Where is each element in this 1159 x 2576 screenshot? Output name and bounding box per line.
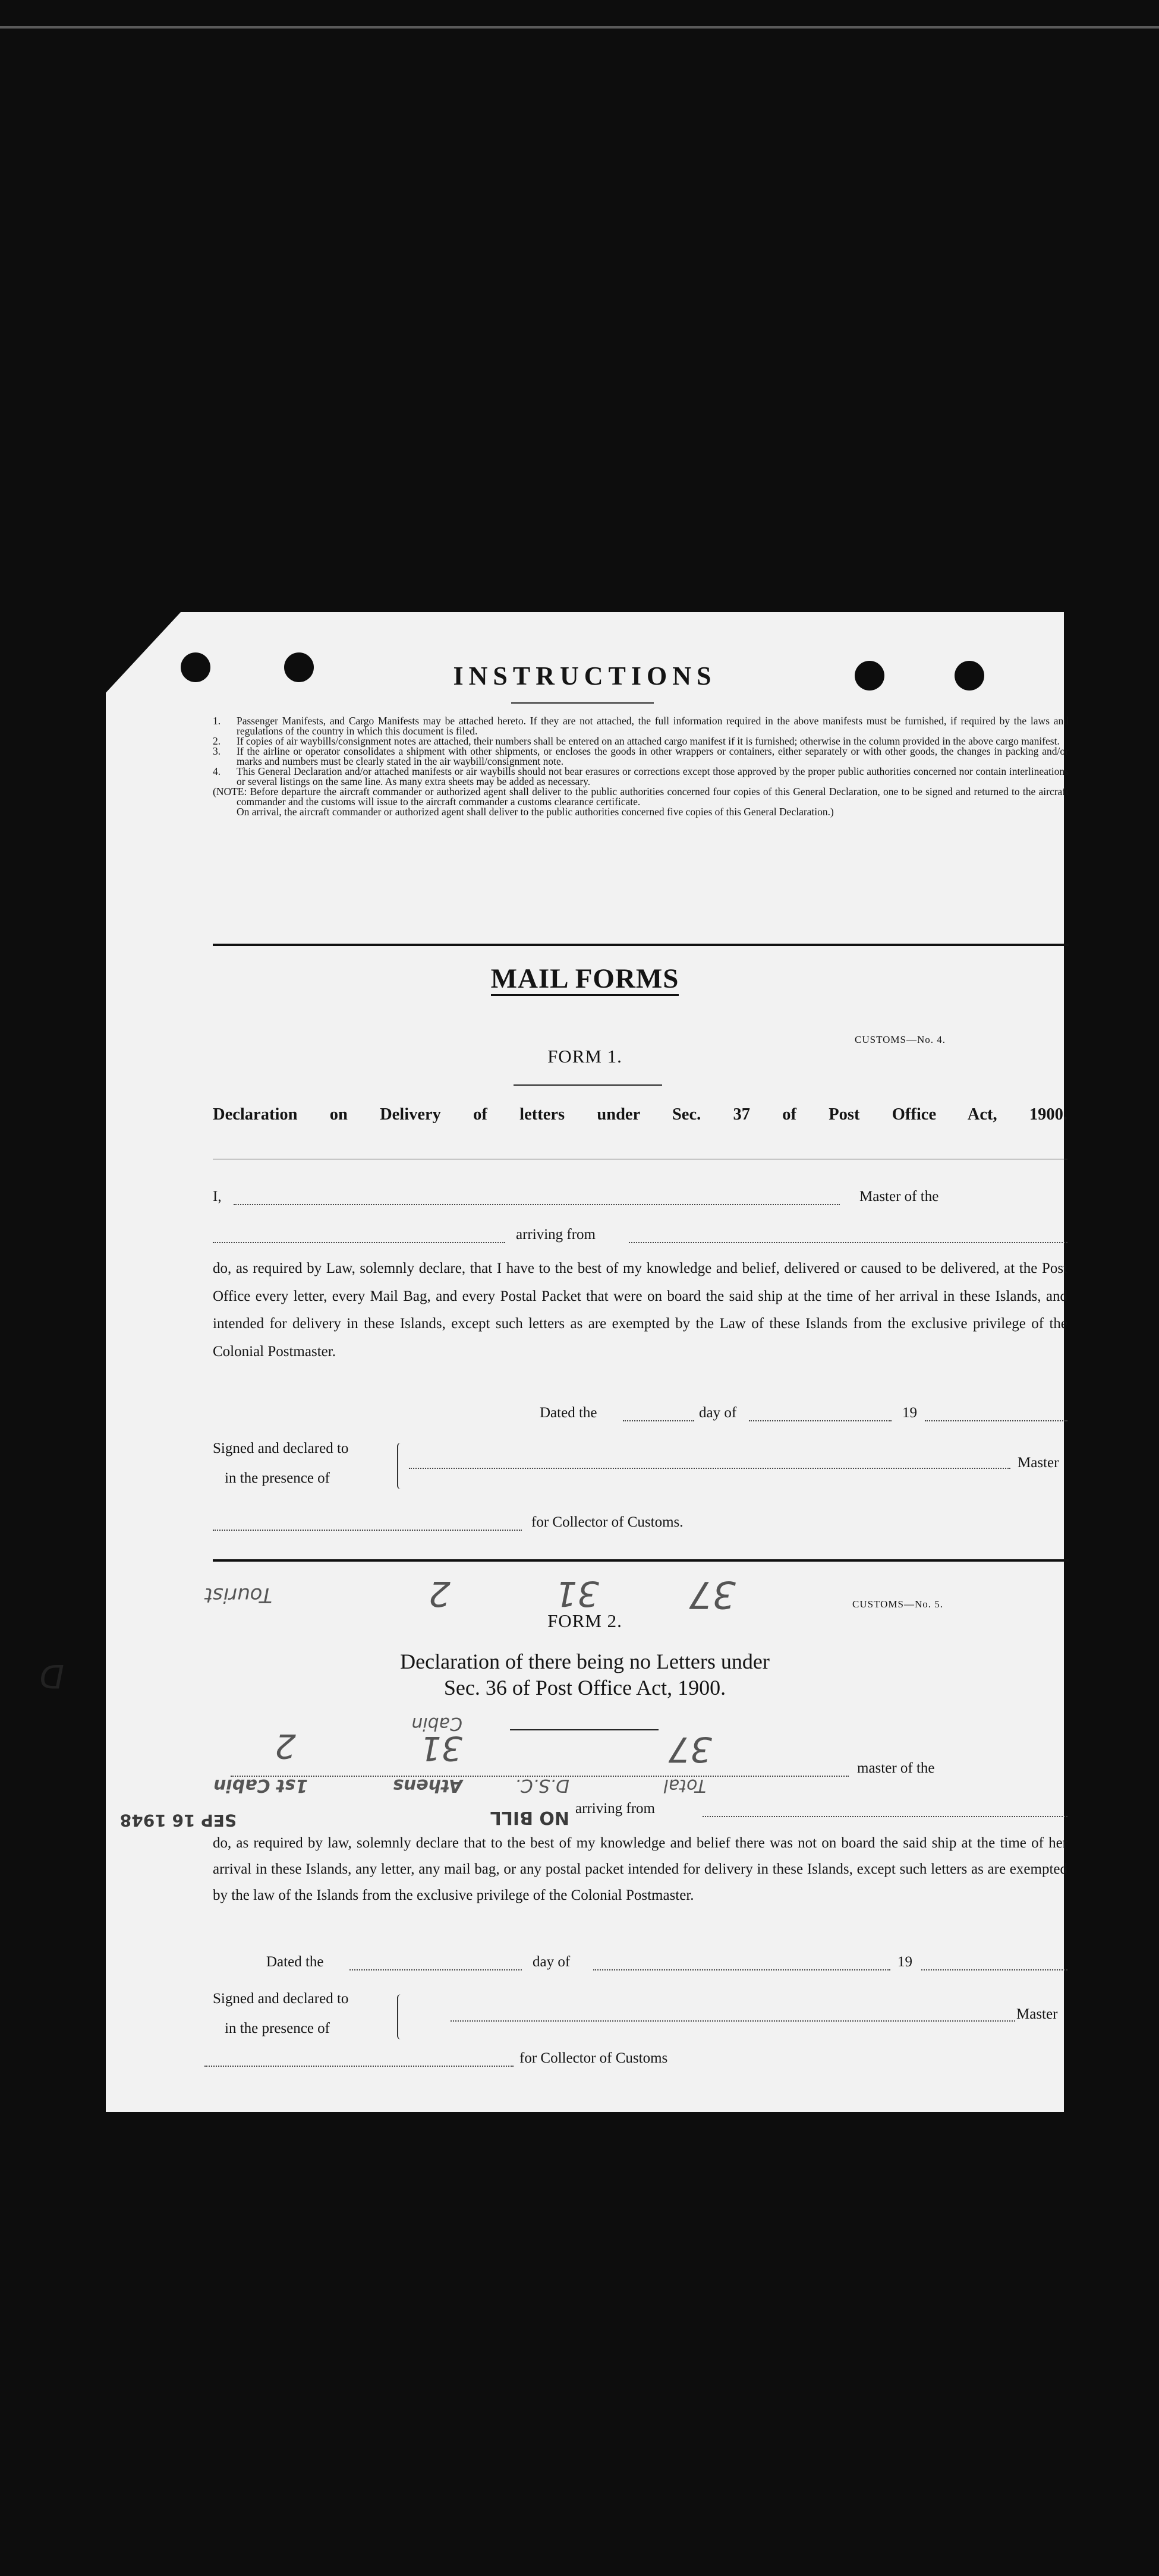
customs-number: CUSTOMS—No. 4. [855,1034,946,1045]
master-label: Master [1018,1455,1059,1471]
brace [397,1994,404,2039]
day-of-label: day of [699,1405,737,1421]
instructions-note: (NOTE: Before departure the aircraft commander or authorized agent shall deliver to the public authorities concerned four copies of this General Declaration, one to be signed and returned to the aircraft commander and the customs will issue to the aircraft commander a customs clearance certificate. [213,786,1069,808]
form1-heading-rule [514,1084,662,1086]
i-label: I, [213,1188,222,1205]
form2-collector-label: for Collector of Customs [519,2050,668,2066]
form-divider [213,1559,1069,1562]
form2-declaration-line2: Sec. 36 of Post Office Act, 1900. [443,1676,726,1700]
date-stamp [100,1806,237,1833]
title-underline [511,702,654,704]
name-field[interactable] [234,1204,840,1205]
collector-signature-field[interactable] [213,1530,522,1531]
form2-presence-label: in the presence of [225,2020,330,2036]
form2-master-of-the-label: master of the [857,1760,935,1776]
form1-declaration-title: Declaration on Delivery of letters under Sec. 37 of Post Office Act, 1900. [213,1105,1067,1124]
instructions-list [213,716,1069,817]
form2-signed-declared-label: Signed and declared to [213,1991,349,2007]
handwritten-label: D.S.C. [515,1775,569,1796]
handwritten-mark: D [39,1657,64,1695]
no-bill-stamp [462,1804,569,1830]
instruction-item: 2. If copies of air waybills/consignment notes are attached, their numbers shall be entered on an attached cargo manifest if it is furnished; otherwise in the column provided in the above cargo manifest. [213,735,1060,747]
collector-label: for Collector of Customs. [531,1514,684,1530]
handwritten-labels-row [141,1765,712,1801]
form2-collector-signature-field[interactable] [204,2066,514,2067]
form2-body: do, as required by law, solemnly declare that to the best of my knowledge and belief there was not on board the said ship at the time of her arrival in these Islands, any letter, any mail bag, or any postal packet intended for delivery in these Islands, except such letters as are exempted by the law of the Islands from the exclusive privilege of the Colonial Postmaster. [213,1835,1067,1903]
stamp-date-text: SEP 16 1948 [119,1811,237,1830]
form2-heading: FORM 2. [547,1610,622,1631]
form2-arriving-from-label: arriving from [575,1801,655,1817]
instructions-title: INSTRUCTIONS [453,661,717,690]
form2-dated-day-field[interactable] [349,1969,522,1970]
mail-forms-title: MAIL FORMS [106,963,1064,995]
instruction-item: 4. This General Declaration and/or attached manifests or air waybills should not bear erasures or corrections except those approved by the proper public authorities concerned nor contain interlineations or several listings on the same line. As many extra sheets may be added as necessary. [213,765,1069,787]
form1-heading: FORM 1. [547,1046,622,1067]
handwritten-label: Total [663,1775,706,1796]
instruction-item: 1. Passenger Manifests, and Cargo Manifests may be attached hereto. If they are not attached, the full information required in the above manifests must be furnished, if required by the laws and regulations of the country in which this document is filed. [213,715,1069,737]
handwritten-number: 31 [420,1729,462,1767]
month-field[interactable] [749,1420,892,1421]
instructions-note-2: On arrival, the aircraft commander or authorized agent shall deliver to the public authorities concerned five copies of this General Declaration.) [237,806,834,818]
handwritten-label: 1st Cabin [213,1775,308,1796]
dated-day-field[interactable] [623,1420,694,1421]
presence-label: in the presence of [225,1470,330,1486]
stamp-no-bill-text: NO BILL [490,1807,569,1828]
handwritten-number: 37 [689,1573,736,1616]
handwritten-label: Cabin [411,1713,462,1734]
handwritten-label: Tourist [204,1583,272,1607]
master-signature-field[interactable] [409,1468,1010,1469]
form2-year-prefix: 19 [897,1954,912,1970]
arriving-from-field[interactable] [629,1242,1067,1243]
year-field[interactable] [925,1420,1067,1421]
form2-declaration-line1: Declaration of there being no Letters under [400,1650,770,1673]
signed-declared-label: Signed and declared to [213,1440,349,1456]
handwritten-letter [29,1653,64,1695]
handwritten-label: Athens [393,1775,462,1796]
year-prefix: 19 [902,1405,917,1421]
dated-label: Dated the [540,1405,597,1421]
form2-master-label: Master [1016,2006,1058,2022]
form2-year-field[interactable] [921,1969,1067,1970]
form2-master-signature-field[interactable] [451,2020,1015,2022]
scan-edge-line [0,26,1159,29]
form2-dated-label: Dated the [266,1954,324,1970]
section-divider [213,944,1069,946]
document-page [39,612,1069,2112]
form1-body: do, as required by Law, solemnly declare, that I have to the best of my knowledge and belief, delivered or caused to be delivered, at the Post Office every letter, every Mail Bag, and every Postal Packet that were on board the said ship at the time of her arrival in these Islands, and intended for delivery in these Islands, except such letters as are exempted by the Law of these Islands from the exclusive privilege of the Colonial Postmaster. [213,1260,1067,1360]
handwritten-number: 37 [668,1729,712,1770]
handwritten-totals-top [165,1571,760,1625]
ship-name-field[interactable] [213,1242,505,1243]
customs-number: CUSTOMS—No. 5. [852,1598,944,1610]
brace [397,1443,404,1489]
handwritten-number: 2 [275,1726,296,1765]
form2-day-of-label: day of [533,1954,571,1970]
form2-month-field[interactable] [593,1969,890,1970]
instruction-item: 3. If the airline or operator consolidates a shipment with other shipments, or encloses the goods in other wrappers or containers, either separately or with other goods, the changes in packing and/or marks and numbers must be clearly stated in the air waybill/consignment note. [213,745,1069,767]
handwritten-number: 31 [555,1574,599,1614]
form2-arriving-from-field[interactable] [703,1816,1067,1817]
master-of-the-label: Master of the [859,1188,939,1205]
arriving-from-label: arriving from [516,1226,596,1243]
handwritten-number: 2 [429,1574,451,1614]
